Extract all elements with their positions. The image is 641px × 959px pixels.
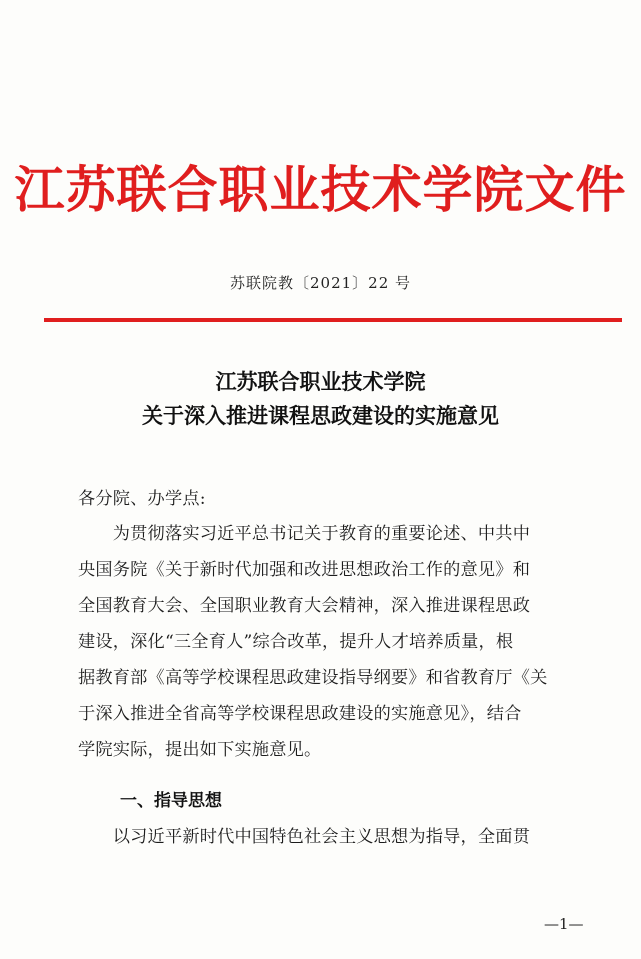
paragraph-1-line: 于深入推进全省高等学校课程思政建设的实施意见》，结合	[78, 704, 522, 724]
paragraph-2-line: 以习近平新时代中国特色社会主义思想为指导，全面贯	[78, 827, 531, 847]
section-heading-guiding-ideology: 一、指导思想	[120, 791, 222, 811]
red-separator-rule	[44, 318, 622, 322]
paragraph-1-line: 全国教育大会、全国职业教育大会精神，深入推进课程思政	[78, 596, 531, 616]
paragraph-1-line: 据教育部《高等学校课程思政建设指导纲要》和省教育厅《关	[78, 668, 548, 688]
document-number: 苏联院教〔2021〕22 号	[229, 274, 412, 292]
paragraph-1-line: 建设，深化“三全育人”综合改革，提升人才培养质量，根	[78, 632, 514, 652]
paragraph-1-line: 学院实际，提出如下实施意见。	[78, 740, 322, 760]
document-title-line-2: 关于深入推进课程思政建设的实施意见	[142, 404, 499, 428]
document-masthead: 江苏联合职业技术学院文件	[14, 160, 627, 219]
page-number: —1—	[544, 915, 584, 933]
document-title-line-1: 江苏联合职业技术学院	[215, 370, 426, 394]
paragraph-1-line: 央国务院《关于新时代加强和改进思想政治工作的意见》和	[78, 560, 531, 580]
salutation: 各分院、办学点:	[78, 489, 206, 509]
paragraph-1-line: 为贯彻落实习近平总书记关于教育的重要论述、中共中	[78, 524, 531, 544]
